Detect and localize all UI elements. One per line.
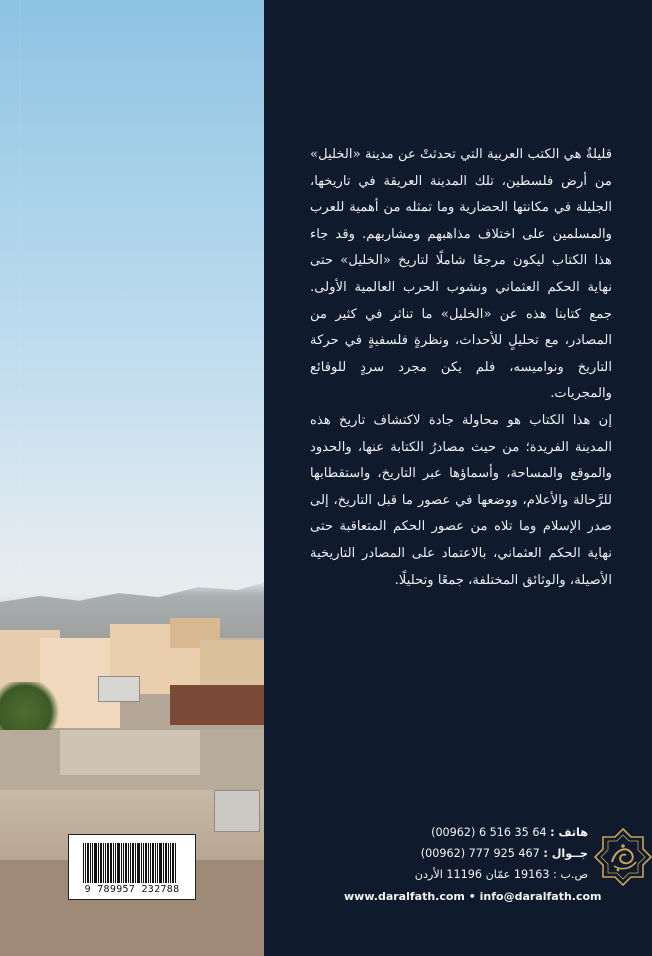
barcode-bar	[143, 843, 144, 883]
book-description	[310, 142, 612, 594]
phone-label: هاتف :	[550, 826, 588, 839]
barcode-bar	[107, 843, 109, 883]
barcode-bar	[85, 843, 86, 883]
barcode-bar	[117, 843, 120, 883]
photo-water-tank	[98, 676, 140, 702]
barcode-bar	[121, 843, 122, 883]
barcode-bar	[150, 843, 151, 883]
barcode-bar	[115, 843, 116, 883]
barcode-bar	[123, 843, 124, 883]
barcode-bar	[128, 843, 129, 883]
barcode-bar	[145, 843, 147, 883]
barcode-bar	[137, 843, 140, 883]
web-row	[344, 890, 604, 903]
barcode-bar	[157, 843, 158, 883]
barcode-bar	[163, 843, 164, 883]
address-row	[344, 868, 588, 889]
isbn-barcode	[68, 834, 196, 900]
phone-row	[344, 826, 588, 847]
barcode-bar	[110, 843, 112, 883]
barcode-bar	[170, 843, 171, 883]
barcode-bar	[103, 843, 104, 883]
barcode-bar	[152, 843, 154, 883]
barcode-bar	[155, 843, 156, 883]
barcode-bar	[175, 843, 176, 883]
barcode-number: 9 789957 232788	[84, 884, 180, 895]
barcode-bar	[141, 843, 142, 883]
website-link[interactable]: www.daralfath.com	[344, 890, 465, 903]
publisher-contact	[344, 826, 604, 903]
mobile-number: (00962) 777 925 467	[420, 847, 540, 860]
barcode-bar	[90, 843, 91, 883]
cover-photo-city	[0, 0, 264, 956]
barcode-bar	[100, 843, 102, 883]
separator-dot: •	[468, 890, 476, 903]
barcode-bar	[105, 843, 106, 883]
barcode-bar	[165, 843, 167, 883]
barcode-bar	[125, 843, 127, 883]
barcode-bar	[132, 843, 134, 883]
photo-building	[170, 685, 264, 725]
phone-number: (00962) 6 516 35 64	[431, 826, 547, 839]
description-paragraph: إن هذا الكتاب هو محاولة جادة لاكتشاف تاريخ هذه المدينة الفريدة؛ من حيث مصادرُ الكتابة عنها، والحدود والموقع والمساحة، وأسماؤها عبر التاريخ، واستقطابها للرَّحالة والأعلام، ووضعها في عصور ما قبل التاريخ، إلى صدر الإسلام وما تلاه من عصور الحكم المتعاقبة حتى نهاية الحكم العثماني، بالاعتماد على المصادر التاريخية الأصيلة، والوثائق المختلفة، جمعًا وتحليلًا.	[310, 412, 612, 588]
barcode-bar	[130, 843, 131, 883]
barcode-bar	[92, 843, 93, 883]
barcode-bar	[113, 843, 114, 883]
mobile-label: جــوال :	[543, 847, 588, 860]
postal-address: ص.ب : 19163 عمّان 11196 الأردن	[414, 868, 588, 881]
barcode-bar	[83, 843, 84, 883]
barcode-bar	[135, 843, 136, 883]
mobile-row	[344, 847, 588, 868]
photo-water-tank	[214, 790, 260, 832]
barcode-bar	[98, 843, 99, 883]
barcode-bars	[83, 843, 187, 883]
barcode-bar	[94, 843, 97, 883]
email-link[interactable]: info@daralfath.com	[479, 890, 602, 903]
barcode-bar	[168, 843, 169, 883]
publisher-logo-icon	[594, 826, 652, 896]
description-paragraph: قليلةٌ هي الكتب العربية التي تحدثتْ عن مدينة «الخليل» من أرض فلسطين، تلك المدينة العريقة في تاريخها، الجليلة في مكانتها الحضارية وما تمثله من أهمية للعرب والمسلمين على اختلاف مذاهبهم ومشاربهم. وقد جاء هذا الكتاب ليكون مرجعًا شاملًا لتاريخ «الخليل» حتى نهاية الحكم العثماني ونشوب الحرب العالمية الأولى. جمع كتابنا هذه عن «الخليل» ما تناثر في كثير من المصادر، مع تحليلٍ للأحداث، ونظرةٍ فلسفيةٍ في حركة التاريخ ونواميسه، فلم يكن مجرد سردٍ للوقائع والمجريات.	[310, 147, 612, 402]
barcode-bar	[159, 843, 162, 883]
photo-rooftops	[60, 730, 200, 775]
barcode-bar	[87, 843, 89, 883]
barcode-bar	[172, 843, 174, 883]
barcode-bar	[148, 843, 149, 883]
